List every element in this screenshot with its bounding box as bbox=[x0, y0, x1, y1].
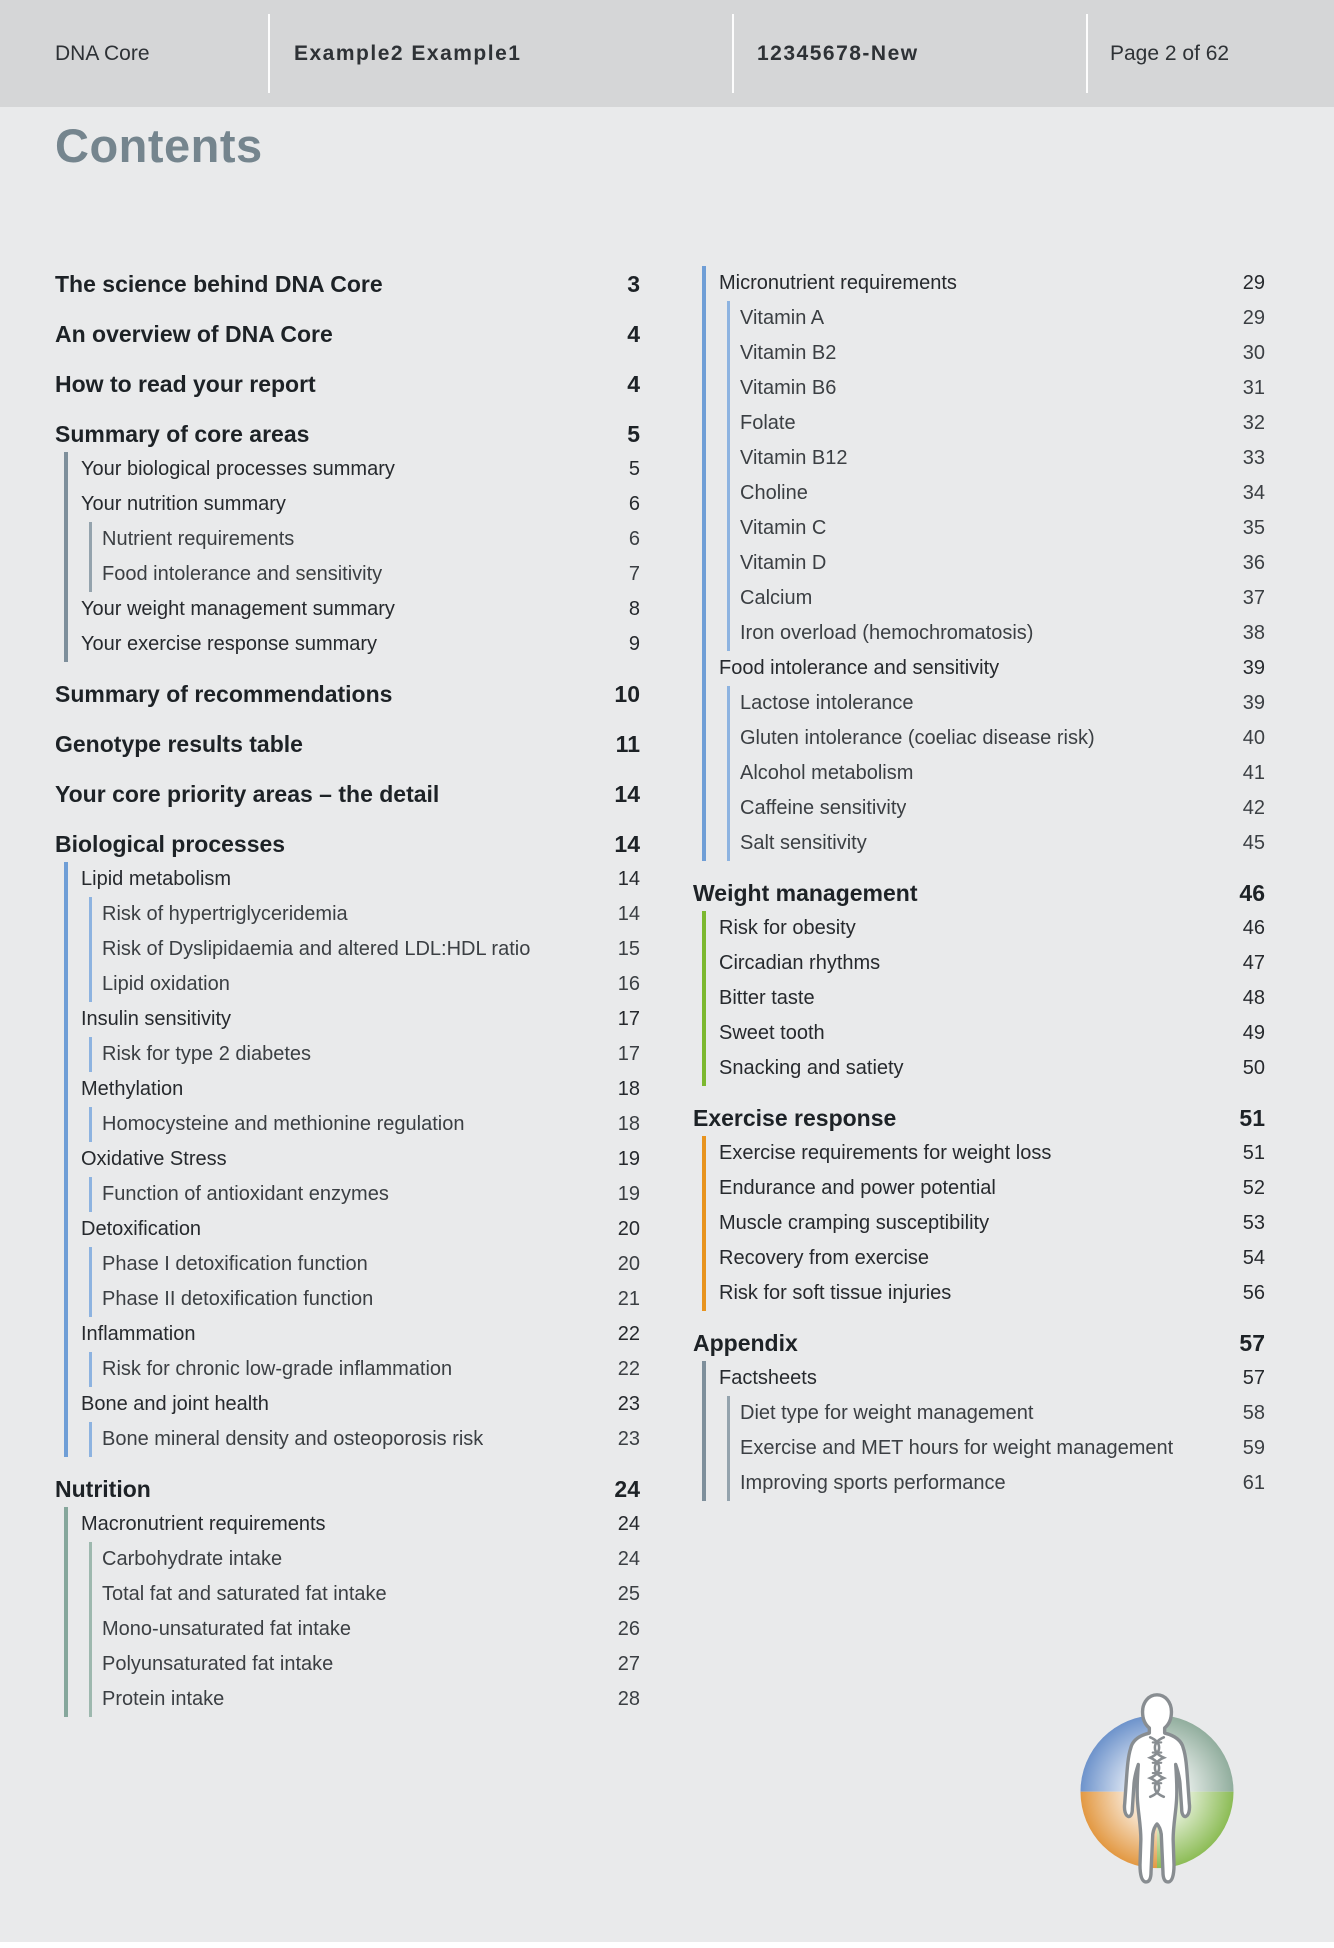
toc-entry[interactable] bbox=[740, 476, 1265, 511]
toc-group bbox=[64, 862, 640, 1457]
toc-entry-page: 14 bbox=[617, 868, 640, 890]
toc-entry-page: 9 bbox=[628, 633, 640, 655]
toc-subgroup bbox=[727, 301, 1265, 651]
toc-subgroup bbox=[89, 1037, 640, 1072]
toc-entry-label: Detoxification bbox=[81, 1218, 202, 1240]
toc-entry-page: 57 bbox=[1242, 1367, 1265, 1389]
toc-entry-page: 16 bbox=[617, 973, 640, 995]
toc-entry-page: 20 bbox=[617, 1253, 640, 1275]
toc-entry-label: Risk of Dyslipidaemia and altered LDL:HDL ratio bbox=[102, 938, 531, 960]
toc-entry-label: Vitamin A bbox=[740, 307, 825, 329]
toc-entry-label: How to read your report bbox=[55, 370, 316, 397]
toc-entry[interactable] bbox=[55, 416, 640, 452]
toc-entry-page: 47 bbox=[1242, 952, 1265, 974]
toc-entry-page: 17 bbox=[617, 1043, 640, 1065]
toc-entry-label: Improving sports performance bbox=[740, 1472, 1006, 1494]
toc-entry[interactable] bbox=[81, 862, 640, 897]
toc-entry[interactable] bbox=[55, 826, 640, 862]
toc-section bbox=[55, 676, 640, 712]
toc-entry-label: Micronutrient requirements bbox=[719, 272, 957, 294]
toc-entry-page: 32 bbox=[1242, 412, 1265, 434]
toc-subgroup bbox=[89, 522, 640, 592]
toc-entry-label: Risk for soft tissue injuries bbox=[719, 1282, 952, 1304]
toc-section bbox=[55, 416, 640, 662]
toc-entry[interactable] bbox=[102, 1037, 640, 1072]
toc-entry-page: 48 bbox=[1242, 987, 1265, 1009]
toc-entry-page: 23 bbox=[617, 1393, 640, 1415]
toc-entry-label: Oxidative Stress bbox=[81, 1148, 227, 1170]
toc-entry[interactable] bbox=[719, 1016, 1265, 1051]
toc-entry-page: 28 bbox=[617, 1688, 640, 1710]
toc-subgroup bbox=[89, 1247, 640, 1317]
toc-entry-page: 46 bbox=[1239, 879, 1265, 906]
toc-subgroup bbox=[89, 1542, 640, 1717]
toc-entry-label: Phase II detoxification function bbox=[102, 1288, 374, 1310]
toc-entry-label: Circadian rhythms bbox=[719, 952, 881, 974]
toc-entry-page: 27 bbox=[617, 1653, 640, 1675]
toc-group bbox=[702, 1361, 1265, 1501]
toc-entry-label: Your core priority areas – the detail bbox=[55, 780, 440, 807]
toc-entry-page: 6 bbox=[628, 493, 640, 515]
toc-entry-label: Your nutrition summary bbox=[81, 493, 286, 515]
toc-subgroup bbox=[89, 1177, 640, 1212]
toc-entry[interactable] bbox=[719, 946, 1265, 981]
toc-entry[interactable] bbox=[719, 651, 1265, 686]
toc-entry[interactable] bbox=[740, 511, 1265, 546]
toc-entry-label: Homocysteine and methionine regulation bbox=[102, 1113, 465, 1135]
toc-entry[interactable] bbox=[740, 301, 1265, 336]
toc-entry-label: Lipid metabolism bbox=[81, 868, 232, 890]
toc-entry[interactable] bbox=[740, 686, 1265, 721]
toc-entry[interactable] bbox=[81, 1507, 640, 1542]
toc-section bbox=[693, 1100, 1265, 1311]
toc-entry-page: 38 bbox=[1242, 622, 1265, 644]
toc-entry-page: 46 bbox=[1242, 917, 1265, 939]
toc-section bbox=[55, 826, 640, 1457]
toc-entry-label: Nutrient requirements bbox=[102, 528, 295, 550]
toc-entry-page: 51 bbox=[1239, 1104, 1265, 1131]
toc-entry-label: Polyunsaturated fat intake bbox=[102, 1653, 334, 1675]
toc-entry-label: Bitter taste bbox=[719, 987, 815, 1009]
toc-entry[interactable] bbox=[102, 1577, 640, 1612]
table-of-contents bbox=[55, 266, 1265, 1717]
toc-entry-page: 10 bbox=[614, 680, 640, 707]
toc-entry-label: The science behind DNA Core bbox=[55, 270, 383, 297]
toc-entry[interactable] bbox=[81, 1072, 640, 1107]
toc-entry[interactable] bbox=[740, 336, 1265, 371]
toc-entry[interactable] bbox=[81, 627, 640, 662]
toc-entry[interactable] bbox=[102, 1352, 640, 1387]
toc-entry-page: 30 bbox=[1242, 342, 1265, 364]
toc-entry-page: 34 bbox=[1242, 482, 1265, 504]
toc-entry-label: Recovery from exercise bbox=[719, 1247, 930, 1269]
toc-column-right bbox=[693, 266, 1265, 1717]
toc-section bbox=[55, 776, 640, 812]
toc-entry[interactable] bbox=[55, 266, 640, 302]
toc-entry-page: 50 bbox=[1242, 1057, 1265, 1079]
toc-entry[interactable] bbox=[693, 1100, 1265, 1136]
toc-entry-label: Exercise requirements for weight loss bbox=[719, 1142, 1052, 1164]
toc-entry-page: 5 bbox=[628, 458, 640, 480]
toc-entry[interactable] bbox=[719, 1136, 1265, 1171]
toc-entry-label: Risk for type 2 diabetes bbox=[102, 1043, 311, 1065]
toc-entry[interactable] bbox=[719, 1171, 1265, 1206]
toc-entry-page: 15 bbox=[617, 938, 640, 960]
toc-entry-page: 7 bbox=[628, 563, 640, 585]
toc-entry-label: Vitamin B6 bbox=[740, 377, 837, 399]
toc-entry-page: 8 bbox=[628, 598, 640, 620]
toc-entry-label: Your weight management summary bbox=[81, 598, 395, 620]
toc-entry-label: Weight management bbox=[693, 879, 918, 906]
toc-entry-page: 24 bbox=[617, 1548, 640, 1570]
toc-entry[interactable] bbox=[740, 721, 1265, 756]
toc-entry-page: 17 bbox=[617, 1008, 640, 1030]
toc-entry-page: 6 bbox=[628, 528, 640, 550]
toc-entry[interactable] bbox=[102, 1107, 640, 1142]
toc-entry[interactable] bbox=[102, 1247, 640, 1282]
toc-section bbox=[693, 875, 1265, 1086]
toc-group bbox=[64, 452, 640, 662]
toc-group bbox=[702, 911, 1265, 1086]
header-page-number: Page 2 of 62 bbox=[1110, 41, 1230, 65]
toc-entry[interactable] bbox=[102, 1422, 640, 1457]
toc-section bbox=[55, 366, 640, 402]
toc-entry[interactable] bbox=[719, 1276, 1265, 1311]
toc-entry[interactable] bbox=[55, 366, 640, 402]
toc-entry-page: 45 bbox=[1242, 832, 1265, 854]
toc-entry[interactable] bbox=[693, 1325, 1265, 1361]
toc-entry-label: Iron overload (hemochromatosis) bbox=[740, 622, 1034, 644]
toc-entry-page: 18 bbox=[617, 1078, 640, 1100]
toc-entry-label: Protein intake bbox=[102, 1688, 225, 1710]
toc-entry-page: 41 bbox=[1242, 762, 1265, 784]
toc-subgroup bbox=[727, 1396, 1265, 1501]
toc-entry[interactable] bbox=[719, 1241, 1265, 1276]
toc-entry-page: 4 bbox=[627, 320, 640, 347]
header-product-name: DNA Core bbox=[55, 41, 150, 65]
toc-entry[interactable] bbox=[740, 826, 1265, 861]
toc-entry[interactable] bbox=[719, 1206, 1265, 1241]
toc-entry-page: 3 bbox=[627, 270, 640, 297]
toc-entry-page: 42 bbox=[1242, 797, 1265, 819]
toc-entry-page: 31 bbox=[1242, 377, 1265, 399]
toc-entry-page: 53 bbox=[1242, 1212, 1265, 1234]
toc-entry-page: 11 bbox=[615, 730, 640, 757]
toc-entry[interactable] bbox=[102, 897, 640, 932]
toc-entry-label: Insulin sensitivity bbox=[81, 1008, 232, 1030]
toc-entry[interactable] bbox=[102, 1542, 640, 1577]
toc-entry[interactable] bbox=[81, 452, 640, 487]
toc-entry[interactable] bbox=[81, 487, 640, 522]
header-user-name: Example2 Example1 bbox=[294, 41, 522, 65]
toc-entry-label: Lactose intolerance bbox=[740, 692, 914, 714]
toc-section bbox=[693, 266, 1265, 861]
toc-entry-label: Caffeine sensitivity bbox=[740, 797, 907, 819]
toc-entry-label: Vitamin C bbox=[740, 517, 827, 539]
toc-entry[interactable] bbox=[719, 1361, 1265, 1396]
toc-entry-label: Exercise response bbox=[693, 1104, 897, 1131]
toc-entry-label: Bone and joint health bbox=[81, 1393, 269, 1415]
dna-core-logo bbox=[1072, 1688, 1242, 1892]
toc-entry-label: Vitamin B2 bbox=[740, 342, 837, 364]
toc-entry-label: Nutrition bbox=[55, 1475, 151, 1502]
toc-entry[interactable] bbox=[719, 1051, 1265, 1086]
toc-entry-label: Salt sensitivity bbox=[740, 832, 867, 854]
toc-entry[interactable] bbox=[55, 316, 640, 352]
toc-section bbox=[693, 1325, 1265, 1501]
toc-entry-page: 54 bbox=[1242, 1247, 1265, 1269]
toc-entry-label: Lipid oxidation bbox=[102, 973, 230, 995]
toc-entry[interactable] bbox=[740, 546, 1265, 581]
toc-entry[interactable] bbox=[740, 1396, 1265, 1431]
toc-entry-page: 36 bbox=[1242, 552, 1265, 574]
toc-entry[interactable] bbox=[102, 522, 640, 557]
toc-entry[interactable] bbox=[55, 726, 640, 762]
toc-entry-label: Bone mineral density and osteoporosis risk bbox=[102, 1428, 484, 1450]
header-divider bbox=[1086, 14, 1088, 93]
toc-entry[interactable] bbox=[81, 592, 640, 627]
toc-entry-label: Mono-unsaturated fat intake bbox=[102, 1618, 352, 1640]
toc-entry[interactable] bbox=[102, 557, 640, 592]
toc-entry-label: Methylation bbox=[81, 1078, 184, 1100]
toc-entry-label: Risk for obesity bbox=[719, 917, 856, 939]
toc-entry-page: 25 bbox=[617, 1583, 640, 1605]
toc-entry-label: Biological processes bbox=[55, 830, 286, 857]
toc-entry-page: 21 bbox=[617, 1288, 640, 1310]
toc-group bbox=[702, 1136, 1265, 1311]
toc-subgroup bbox=[727, 686, 1265, 861]
toc-entry-label: Choline bbox=[740, 482, 808, 504]
toc-entry[interactable] bbox=[740, 581, 1265, 616]
toc-entry-page: 57 bbox=[1239, 1329, 1265, 1356]
toc-entry[interactable] bbox=[740, 441, 1265, 476]
toc-entry-page: 24 bbox=[617, 1513, 640, 1535]
toc-entry-page: 14 bbox=[614, 780, 640, 807]
toc-entry-label: Sweet tooth bbox=[719, 1022, 825, 1044]
toc-entry-page: 19 bbox=[617, 1183, 640, 1205]
toc-entry-label: Your biological processes summary bbox=[81, 458, 395, 480]
toc-entry-page: 24 bbox=[614, 1475, 640, 1502]
toc-entry[interactable] bbox=[102, 1682, 640, 1717]
toc-entry[interactable] bbox=[102, 1612, 640, 1647]
toc-entry-label: Exercise and MET hours for weight management bbox=[740, 1437, 1174, 1459]
toc-entry[interactable] bbox=[719, 266, 1265, 301]
toc-group bbox=[64, 1507, 640, 1717]
toc-section bbox=[55, 266, 640, 302]
toc-entry[interactable] bbox=[55, 1471, 640, 1507]
toc-entry-page: 29 bbox=[1242, 307, 1265, 329]
toc-entry[interactable] bbox=[740, 756, 1265, 791]
toc-entry-page: 29 bbox=[1242, 272, 1265, 294]
toc-entry[interactable] bbox=[55, 776, 640, 812]
toc-entry-label: Diet type for weight management bbox=[740, 1402, 1034, 1424]
toc-entry-label: Alcohol metabolism bbox=[740, 762, 914, 784]
toc-entry-label: Function of antioxidant enzymes bbox=[102, 1183, 389, 1205]
toc-entry[interactable] bbox=[102, 932, 640, 967]
toc-entry-page: 14 bbox=[614, 830, 640, 857]
toc-entry-page: 39 bbox=[1242, 692, 1265, 714]
dna-core-logo-graphic bbox=[1072, 1688, 1242, 1892]
toc-entry-page: 22 bbox=[617, 1358, 640, 1380]
toc-entry-label: Muscle cramping susceptibility bbox=[719, 1212, 990, 1234]
toc-entry-page: 58 bbox=[1242, 1402, 1265, 1424]
header-divider bbox=[732, 14, 734, 93]
toc-entry-page: 52 bbox=[1242, 1177, 1265, 1199]
toc-entry-label: Endurance and power potential bbox=[719, 1177, 996, 1199]
header-divider bbox=[268, 14, 270, 93]
toc-entry-label: Gluten intolerance (coeliac disease risk) bbox=[740, 727, 1095, 749]
toc-entry[interactable] bbox=[102, 1177, 640, 1212]
toc-entry[interactable] bbox=[719, 911, 1265, 946]
toc-entry[interactable] bbox=[740, 791, 1265, 826]
toc-entry-label: Risk for chronic low-grade inflammation bbox=[102, 1358, 453, 1380]
toc-entry-page: 23 bbox=[617, 1428, 640, 1450]
toc-entry-label: Calcium bbox=[740, 587, 813, 609]
toc-entry[interactable] bbox=[81, 1002, 640, 1037]
toc-entry-page: 19 bbox=[617, 1148, 640, 1170]
toc-entry-label: Carbohydrate intake bbox=[102, 1548, 283, 1570]
toc-entry[interactable] bbox=[740, 406, 1265, 441]
toc-entry-label: Appendix bbox=[693, 1329, 798, 1356]
toc-entry-label: Inflammation bbox=[81, 1323, 196, 1345]
toc-entry-page: 35 bbox=[1242, 517, 1265, 539]
toc-entry-page: 39 bbox=[1242, 657, 1265, 679]
toc-entry-label: Risk of hypertriglyceridemia bbox=[102, 903, 348, 925]
toc-entry[interactable] bbox=[693, 875, 1265, 911]
toc-entry-label: Total fat and saturated fat intake bbox=[102, 1583, 387, 1605]
toc-entry-label: Summary of recommendations bbox=[55, 680, 393, 707]
toc-entry-page: 20 bbox=[617, 1218, 640, 1240]
toc-entry-page: 51 bbox=[1242, 1142, 1265, 1164]
toc-subgroup bbox=[89, 897, 640, 1002]
toc-group bbox=[702, 266, 1265, 861]
toc-entry-label: Folate bbox=[740, 412, 796, 434]
toc-section bbox=[55, 1471, 640, 1717]
toc-entry-label: Genotype results table bbox=[55, 730, 303, 757]
toc-entry-label: Vitamin D bbox=[740, 552, 827, 574]
toc-entry-page: 26 bbox=[617, 1618, 640, 1640]
toc-entry-page: 49 bbox=[1242, 1022, 1265, 1044]
toc-entry[interactable] bbox=[81, 1212, 640, 1247]
toc-entry-page: 40 bbox=[1242, 727, 1265, 749]
toc-entry-page: 33 bbox=[1242, 447, 1265, 469]
page-title: Contents bbox=[55, 119, 263, 172]
toc-entry-label: Summary of core areas bbox=[55, 420, 310, 447]
toc-entry-label: Food intolerance and sensitivity bbox=[102, 563, 383, 585]
toc-subgroup bbox=[89, 1352, 640, 1387]
toc-entry-page: 37 bbox=[1242, 587, 1265, 609]
toc-entry-page: 22 bbox=[617, 1323, 640, 1345]
toc-entry-label: Phase I detoxification function bbox=[102, 1253, 368, 1275]
toc-entry[interactable] bbox=[740, 371, 1265, 406]
toc-entry[interactable] bbox=[102, 967, 640, 1002]
toc-entry-label: Macronutrient requirements bbox=[81, 1513, 326, 1535]
toc-entry[interactable] bbox=[102, 1647, 640, 1682]
toc-column-left bbox=[55, 266, 640, 1717]
toc-entry-label: Snacking and satiety bbox=[719, 1057, 904, 1079]
toc-entry-label: Factsheets bbox=[719, 1367, 817, 1389]
toc-section bbox=[55, 316, 640, 352]
toc-entry-label: Vitamin B12 bbox=[740, 447, 848, 469]
toc-entry[interactable] bbox=[719, 981, 1265, 1016]
toc-entry[interactable] bbox=[102, 1282, 640, 1317]
toc-entry-page: 59 bbox=[1242, 1437, 1265, 1459]
toc-entry-page: 18 bbox=[617, 1113, 640, 1135]
toc-entry-page: 61 bbox=[1242, 1472, 1265, 1494]
toc-entry[interactable] bbox=[81, 1317, 640, 1352]
toc-entry[interactable] bbox=[740, 1431, 1265, 1466]
toc-subgroup bbox=[89, 1422, 640, 1457]
toc-subgroup bbox=[89, 1107, 640, 1142]
toc-entry-page: 14 bbox=[617, 903, 640, 925]
header-report-id: 12345678-New bbox=[757, 41, 919, 65]
toc-entry-page: 56 bbox=[1242, 1282, 1265, 1304]
toc-entry[interactable] bbox=[55, 676, 640, 712]
toc-entry[interactable] bbox=[81, 1142, 640, 1177]
toc-entry-page: 5 bbox=[627, 420, 640, 447]
toc-entry-page: 4 bbox=[627, 370, 640, 397]
toc-entry-label: An overview of DNA Core bbox=[55, 320, 333, 347]
toc-entry[interactable] bbox=[740, 616, 1265, 651]
toc-section bbox=[55, 726, 640, 762]
toc-entry-label: Food intolerance and sensitivity bbox=[719, 657, 1000, 679]
toc-entry-label: Your exercise response summary bbox=[81, 633, 378, 655]
toc-entry[interactable] bbox=[81, 1387, 640, 1422]
page-header bbox=[0, 0, 1334, 107]
toc-entry[interactable] bbox=[740, 1466, 1265, 1501]
